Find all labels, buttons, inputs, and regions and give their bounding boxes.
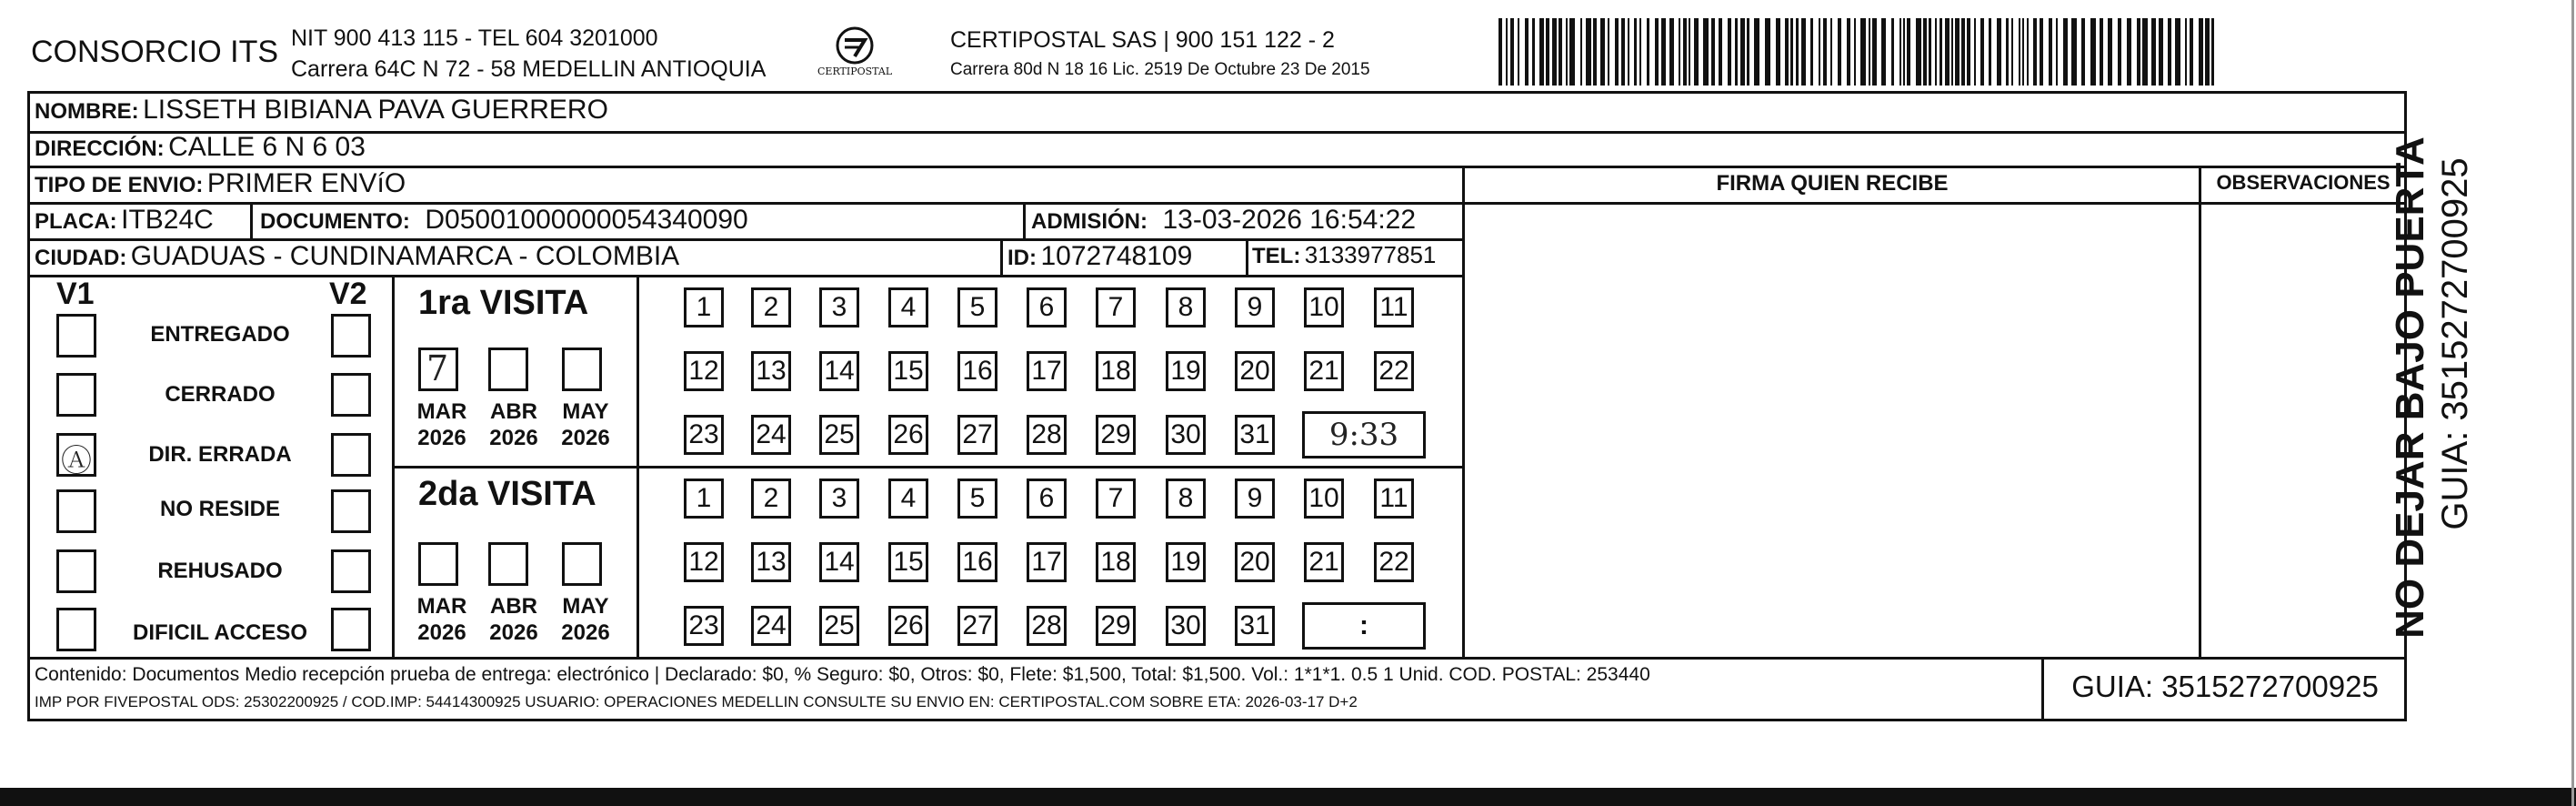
visit2-month-box-abr[interactable] [488,542,528,586]
barcode-bar [2185,18,2187,86]
visit1-day-box[interactable]: 27 [957,415,997,455]
barcode-bar [1647,18,1649,86]
barcode-bar [2108,18,2112,86]
barcode-bar [1669,18,1674,86]
visit2-day-box[interactable]: 14 [819,542,859,582]
address-line: Carrera 64C N 72 - 58 MEDELLIN ANTIOQUIA [291,56,767,82]
direccion-value: CALLE 6 N 6 03 [168,132,366,162]
visit1-day-box[interactable]: 7 [1096,287,1136,327]
v1-checkbox-dir-errada[interactable] [56,433,96,477]
visit1-day-box[interactable]: 31 [1235,415,1275,455]
status-label-no-reside: NO RESIDE [159,497,281,521]
v1-header: V1 [56,277,95,311]
visit1-month-abr [482,398,546,451]
row-divider [27,131,2407,134]
page-bottom-edge [0,788,2576,806]
barcode-bar [2100,18,2103,86]
barcode-bar [1935,18,1937,86]
ciudad-label: CIUDAD: [35,246,127,270]
barcode-bar [1940,18,1942,86]
tipo-row [35,168,406,199]
visit2-month-mar [410,593,474,646]
documento-value: D05001000000054340090 [425,205,748,235]
visit1-day-box[interactable]: 9 [1235,287,1275,327]
v2-checkbox-entregado[interactable] [331,314,371,358]
tel-row [1252,241,1436,269]
barcode-bar [1955,18,1960,86]
barcode-bar [1961,18,1965,86]
v2-checkbox-dir-errada[interactable] [331,433,371,477]
status-label-cerrado: CERRADO [165,382,276,407]
barcode-bar [1903,18,1905,86]
visit1-month-box-mar[interactable] [418,348,458,391]
barcode-bar [2127,18,2131,86]
direccion-label: DIRECCIÓN: [35,136,165,161]
barcode-bar [1810,18,1813,86]
visit1-day-box[interactable]: 15 [888,351,928,391]
status-label-dir-errada: DIR. ERRADA [148,442,292,467]
barcode-bar [2027,18,2029,86]
barcode-bar [1916,18,1921,86]
barcode-bar [2081,18,2085,86]
nombre-row [35,95,608,126]
visit1-day-box[interactable]: 23 [684,415,724,455]
visit1-day-box[interactable]: 16 [957,351,997,391]
barcode-bar [1694,18,1699,86]
visit1-day-box[interactable]: 18 [1096,351,1136,391]
barcode-bar [2168,18,2171,86]
barcode-bar [1945,18,1950,86]
visit2-day-box[interactable]: 22 [1374,542,1414,582]
barcode-bar [1967,18,1970,86]
visit2-month-may [554,593,617,646]
visit1-month-box-may[interactable] [562,348,602,391]
visit2-day-box[interactable]: 17 [1027,542,1067,582]
barcode-bar [1628,18,1629,86]
visit2-month-box-may[interactable] [562,542,602,586]
admision-value: 13-03-2026 16:54:22 [1162,205,1417,235]
month-name: MAR [416,399,467,424]
visit2-day-box[interactable]: 6 [1027,479,1067,519]
nit-line: NIT 900 413 115 - TEL 604 3201000 [291,25,658,51]
month-year: 2026 [561,620,610,645]
barcode-bar [1639,18,1641,86]
guia-box-divider [2041,657,2044,721]
barcode-bar [1518,18,1519,86]
observaciones-header: OBSERVACIONES [2216,171,2391,194]
company-name: CONSORCIO ITS [31,35,279,69]
barcode-bar [1740,18,1745,86]
visit2-day-box[interactable]: 26 [888,606,928,646]
col-divider-firma [1462,166,1465,659]
visit2-day-box[interactable]: 11 [1374,479,1414,519]
barcode-bar [2175,18,2180,86]
certipostal-line: CERTIPOSTAL SAS | 900 151 122 - 2 [950,27,1335,53]
placa-divider [250,202,253,238]
barcode-bar [1600,18,1605,86]
admision-divider [1023,202,1026,238]
visit1-day-box[interactable]: 30 [1166,415,1206,455]
tipo-value: PRIMER ENVíO [206,168,406,198]
row-divider [27,657,2407,660]
visit2-day-box[interactable]: 1 [684,479,724,519]
nombre-value: LISSETH BIBIANA PAVA GUERRERO [143,95,608,125]
v2-checkbox-no-reside[interactable] [331,489,371,533]
barcode-bar [1881,18,1886,86]
barcode-bar [1860,18,1866,86]
documento-row [260,205,748,236]
visit2-day-box[interactable]: 29 [1096,606,1136,646]
visit1-day-box[interactable]: 4 [888,287,928,327]
status-label-entregado: ENTREGADO [150,322,290,347]
tel-divider [1246,238,1248,275]
v2-checkbox-cerrado[interactable] [331,373,371,417]
visit2-day-box[interactable]: 24 [751,606,791,646]
placa-row [35,205,214,236]
barcode-bar [1801,18,1806,86]
barcode-bar [1661,18,1666,86]
barcode-bar [1532,18,1535,86]
direccion-row [35,132,366,163]
barcode-bar [1621,18,1625,86]
barcode-bar [2142,18,2148,86]
barcode-bar [1785,18,1789,86]
visit1-day-box[interactable]: 20 [1235,351,1275,391]
admision-row [1031,205,1416,236]
barcode-bar [2022,18,2024,86]
visit2-day-box[interactable]: 16 [957,542,997,582]
barcode-bar [1869,18,1870,86]
barcode-bar [1891,18,1894,86]
v1-checkbox-no-reside[interactable] [56,489,96,533]
barcode-bar [1899,18,1901,86]
v1-checkbox-dificil-acceso[interactable] [56,608,96,651]
visit1-day-box[interactable]: 5 [957,287,997,327]
barcode-bar [2151,18,2156,86]
row-divider [27,275,1464,277]
barcode-bar [1980,18,1984,86]
visit1-day-box[interactable]: 13 [751,351,791,391]
visit2-month-abr [482,593,546,646]
barcode-bar [1819,18,1820,86]
admision-label: ADMISIÓN: [1031,209,1148,234]
barcode-bar [1711,18,1715,86]
barcode-bar [1539,18,1544,86]
barcode-bar [2199,18,2203,86]
month-name: MAY [562,399,609,424]
barcode-bar [1566,18,1568,86]
barcode-bar [1615,18,1619,86]
v1-checkbox-entregado[interactable] [56,314,96,358]
v1-handwritten-mark: Ⓐ [61,443,92,479]
barcode-bar [2040,18,2043,86]
month-year: 2026 [417,620,466,645]
documento-label: DOCUMENTO: [260,209,410,234]
barcode-bar [1823,18,1827,86]
barcode-bar [1510,18,1514,86]
col-divider-obs [2199,166,2201,659]
visit1-day-box[interactable]: 1 [684,287,724,327]
visit1-month-box-abr[interactable] [488,348,528,391]
tel-label: TEL: [1252,244,1301,268]
visit2-day-box[interactable]: 25 [819,606,859,646]
visit2-day-box[interactable]: 23 [684,606,724,646]
barcode-bar [1838,18,1841,86]
barcode-bar [1951,18,1953,86]
id-label: ID: [1007,246,1037,270]
barcode-bar [1974,18,1976,86]
visit2-day-box[interactable]: 7 [1096,479,1136,519]
months-divider [636,275,639,659]
id-divider [1000,238,1003,275]
barcode-bar [1525,18,1529,86]
visit2-day-box[interactable]: 19 [1166,542,1206,582]
visit1-time-box[interactable] [1302,411,1426,458]
header [0,0,2576,91]
visit1-day-box[interactable]: 17 [1027,351,1067,391]
barcode-bar [1735,18,1738,86]
barcode-bar [2011,18,2013,86]
side-guia: GUIA: 3515272700925 [2435,157,2475,530]
barcode-bar [2159,18,2163,86]
status-divider [392,275,395,659]
barcode-bar [2019,18,2020,86]
visit2-day-box[interactable]: 3 [819,479,859,519]
visit2-day-box[interactable]: 2 [751,479,791,519]
visit1-month-mark: 7 [426,348,449,388]
visit2-title: 2da VISITA [418,475,596,513]
barcode-bar [1790,18,1793,86]
tel-value: 3133977851 [1304,241,1437,268]
visit2-month-box-mar[interactable] [418,542,458,586]
barcode-bar [1719,18,1722,86]
barcode-bar [1872,18,1877,86]
barcode-bar [1569,18,1575,86]
visit2-day-box[interactable]: 9 [1235,479,1275,519]
barcode-bar [1796,18,1799,86]
month-name: ABR [490,399,537,424]
firma-header: FIRMA QUIEN RECIBE [1716,171,1949,196]
ciudad-row [35,241,679,272]
visit2-day-box[interactable]: 15 [888,542,928,582]
v2-header: V2 [329,277,367,311]
visit2-day-box[interactable]: 21 [1304,542,1344,582]
barcode-bar [1923,18,1927,86]
visit1-day-box[interactable]: 19 [1166,351,1206,391]
visit1-day-box[interactable]: 29 [1096,415,1136,455]
visit2-day-box[interactable]: 31 [1235,606,1275,646]
barcode-bar [2118,18,2121,86]
visit1-day-box[interactable]: 12 [684,351,724,391]
barcode-bar [2071,18,2077,86]
visit2-time-box[interactable] [1302,602,1426,650]
imp-line: IMP POR FIVEPOSTAL ODS: 25302200925 / COD.IMP: 54414300925 USUARIO: OPERACIONES MEDELLIN CONSULTE SU ENVIO EN: CERTIPOSTAL.COM SOBRE ETA: 2026-03-17 D+2 [35,693,1358,710]
logo-text: CERTIPOSTAL [817,65,893,77]
barcode-bar [1847,18,1850,86]
barcode-bar [2190,18,2193,86]
barcode-bar [1907,18,1910,86]
visit1-month-may [554,398,617,451]
v2-checkbox-dificil-acceso[interactable] [331,608,371,651]
barcode-bar [2211,18,2214,86]
visit2-day-box[interactable]: 30 [1166,606,1206,646]
month-year: 2026 [417,426,466,450]
license-line: Carrera 80d N 18 16 Lic. 2519 De Octubre 23 De 2015 [950,60,1370,79]
barcode-bar [1593,18,1597,86]
visit1-day-box[interactable]: 2 [751,287,791,327]
barcode-bar [1498,18,1502,86]
status-label-dificil-acceso: DIFICIL ACCESO [132,620,307,645]
visit1-day-box[interactable]: 22 [1374,351,1414,391]
barcode-bar [2090,18,2096,86]
barcode-bar [1689,18,1690,86]
barcode-bar [1776,18,1780,86]
barcode-bar [1608,18,1609,86]
certipostal-logo [805,25,905,84]
visit2-day-box[interactable]: 12 [684,542,724,582]
v1-checkbox-cerrado[interactable] [56,373,96,417]
barcode-bar [2049,18,2052,86]
barcode-bar [1854,18,1856,86]
barcode-bar [1679,18,1680,86]
v2-checkbox-rehusado[interactable] [331,549,371,593]
month-year: 2026 [489,620,538,645]
visit1-day-box[interactable]: 6 [1027,287,1067,327]
visit1-day-box[interactable]: 11 [1374,287,1414,327]
visit1-day-box[interactable]: 14 [819,351,859,391]
barcode-bar [1929,18,1931,86]
barcode-bar [1997,18,2001,86]
visit2-day-box[interactable]: 28 [1027,606,1067,646]
visit1-day-box[interactable]: 8 [1166,287,1206,327]
visit1-day-box[interactable]: 24 [751,415,791,455]
contenido-line: Contenido: Documentos Medio recepción prueba de entrega: electrónico | Declarado: $0, % Seguro: $0, Otros: $0, Flete: $1,500, Total: $1,500. Vol.: 1*1*1. 0.5 1 Unid. COD. POSTAL: 253440 [35,664,1650,685]
nombre-label: NOMBRE: [35,99,139,124]
visit1-day-box[interactable]: 26 [888,415,928,455]
barcode-bar [2063,18,2068,86]
visit1-day-box[interactable]: 28 [1027,415,1067,455]
visit2-day-box[interactable]: 10 [1304,479,1344,519]
barcode-bar [1728,18,1731,86]
barcode-bar [1655,18,1659,86]
page-right-edge [2571,0,2574,806]
barcode-bar [1989,18,1991,86]
visit2-day-box[interactable]: 20 [1235,542,1275,582]
id-value: 1072748109 [1040,241,1193,271]
visit2-day-box[interactable]: 13 [751,542,791,582]
visit1-month-mar [410,398,474,451]
status-label-rehusado: REHUSADO [157,559,283,583]
visit1-day-box[interactable]: 3 [819,287,859,327]
barcode-bar [1765,18,1770,86]
barcode-bar [1703,18,1709,86]
visit1-day-box[interactable]: 21 [1304,351,1344,391]
barcode-bar [2137,18,2140,86]
barcode-bar [1586,18,1591,86]
visit1-day-box[interactable]: 10 [1304,287,1344,327]
barcode-bar [1754,18,1759,86]
barcode-bar [1506,18,1508,86]
visit2-day-box[interactable]: 5 [957,479,997,519]
barcode-bar [1634,18,1637,86]
visit2-day-box[interactable]: 4 [888,479,928,519]
visit1-title: 1ra VISITA [418,284,589,322]
barcode [1498,18,2221,86]
month-name: MAR [416,594,467,619]
barcode-bar [1559,18,1562,86]
barcode-bar [1683,18,1687,86]
id-row [1007,241,1192,272]
month-name: ABR [490,594,537,619]
barcode-bar [1830,18,1832,86]
footer-guia: GUIA: 3515272700925 [2071,670,2379,703]
visit1-day-box[interactable]: 25 [819,415,859,455]
side-notice: NO DEJAR BAJO PUERTA [2388,136,2432,639]
month-year: 2026 [561,426,610,450]
visit-divider [394,466,1464,468]
barcode-bar [2056,18,2058,86]
barcode-bar [1546,18,1549,86]
visit2-day-box[interactable]: 8 [1166,479,1206,519]
barcode-bar [1552,18,1557,86]
placa-label: PLACA: [35,209,117,234]
barcode-bar [2033,18,2037,86]
barcode-bar [2205,18,2210,86]
barcode-bar [1747,18,1749,86]
visit2-time: : [1359,610,1368,640]
month-year: 2026 [489,426,538,450]
v1-checkbox-rehusado[interactable] [56,549,96,593]
barcode-graphic [1498,18,2221,86]
ciudad-value: GUADUAS - CUNDINAMARCA - COLOMBIA [130,241,680,271]
visit1-time: 9:33 [1328,417,1399,453]
month-name: MAY [562,594,609,619]
barcode-bar [2006,18,2009,86]
visit2-day-box[interactable]: 18 [1096,542,1136,582]
visit2-day-box[interactable]: 27 [957,606,997,646]
tipo-label: TIPO DE ENVIO: [35,173,204,197]
placa-value: ITB24C [121,205,214,235]
barcode-bar [1580,18,1582,86]
